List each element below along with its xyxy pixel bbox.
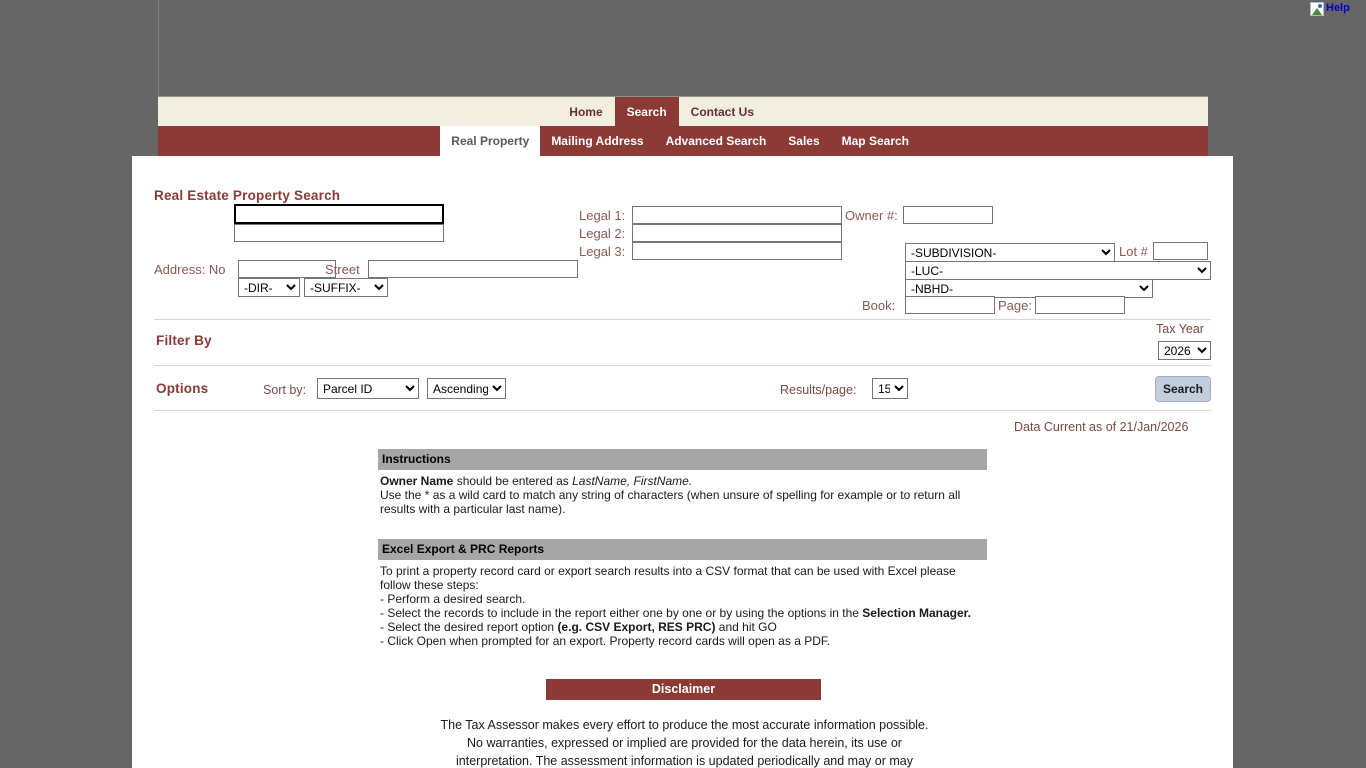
instructions-line-1: [380, 474, 985, 488]
label-legal2: Legal 2:: [579, 226, 626, 241]
excel-step3-pre: - Select the desired report option: [380, 620, 558, 634]
excel-step3-post: and hit GO: [715, 620, 777, 634]
disclaimer-heading: Disclaimer: [546, 679, 821, 700]
data-current-status: Data Current as of 21/Jan/2026: [1014, 420, 1189, 434]
tab-mailing-address[interactable]: Mailing Address: [551, 134, 644, 148]
page-title: Real Estate Property Search: [154, 188, 341, 203]
excel-export-heading: Excel Export & PRC Reports: [378, 539, 987, 560]
site-banner: [158, 0, 1208, 96]
parcel-id-input[interactable]: [234, 204, 444, 224]
divider-options-bottom: [154, 410, 1211, 411]
instructions-body: [378, 470, 987, 516]
book-input[interactable]: [905, 296, 995, 314]
lot-number-input[interactable]: [1153, 242, 1208, 260]
help-label[interactable]: Help: [1326, 2, 1350, 14]
instructions-line1-mid: should be entered as: [453, 474, 573, 488]
sort-by-label: Sort by:: [263, 383, 307, 397]
legal1-input[interactable]: [632, 206, 842, 224]
excel-step-1: - Perform a desired search.: [380, 592, 526, 606]
excel-selection-manager-bold: Selection Manager.: [862, 606, 971, 620]
results-per-page-label: Results/page:: [780, 383, 857, 397]
nav-search[interactable]: Search: [615, 97, 679, 126]
street-input[interactable]: [368, 260, 578, 278]
suffix-select[interactable]: [304, 278, 388, 297]
subdivision-select[interactable]: [905, 243, 1115, 262]
excel-step-3: [380, 620, 985, 634]
sort-by-select[interactable]: [317, 378, 419, 399]
disclaimer-paragraph: The Tax Assessor makes every effort to produce the most accurate information possible. No warranties, expressed or implied are provided for the data herein, its use or interpretation. The assessment information is updated periodically and may or may: [440, 718, 929, 768]
label-book: Book:: [862, 298, 896, 313]
label-address-no: Address: No: [154, 262, 226, 277]
label-legal1: Legal 1:: [579, 208, 626, 223]
tax-year-label: Tax Year: [1156, 322, 1204, 336]
excel-export-body: [378, 560, 987, 648]
label-street: Street: [325, 262, 360, 277]
label-owner-number: Owner #:: [845, 208, 898, 223]
excel-step-4: - Click Open when prompted for an export. Property record cards will open as a PDF.: [380, 634, 831, 648]
instructions-heading: Instructions: [378, 449, 987, 470]
sort-direction-select[interactable]: [427, 378, 506, 399]
excel-step-2: [380, 606, 985, 620]
direction-select[interactable]: [238, 278, 300, 297]
instructions-owner-name-bold: Owner Name: [380, 474, 454, 488]
broken-image-icon: [1310, 2, 1324, 16]
tab-sales[interactable]: Sales: [788, 134, 820, 148]
excel-report-option-bold: (e.g. CSV Export, RES PRC): [557, 620, 716, 634]
content-panel: [132, 156, 1233, 768]
nav-contact-us[interactable]: Contact Us: [690, 104, 754, 119]
search-button[interactable]: Search: [1155, 376, 1211, 402]
page-input[interactable]: [1035, 296, 1125, 314]
options-heading: Options: [156, 381, 209, 396]
primary-nav: [158, 96, 1208, 126]
label-page: Page:: [998, 298, 1032, 313]
excel-step2-text: - Select the records to include in the report either one by one or by using the options in the: [380, 606, 863, 620]
results-per-page-select[interactable]: [872, 378, 908, 399]
label-lot-number: Lot #: [1119, 244, 1148, 259]
help-link[interactable]: [1310, 2, 1350, 16]
tab-map-search[interactable]: Map Search: [841, 134, 909, 148]
address-no-input[interactable]: [238, 260, 336, 278]
filter-by-heading: Filter By: [156, 333, 212, 348]
owner-input[interactable]: [234, 224, 444, 242]
tab-advanced-search[interactable]: Advanced Search: [665, 134, 767, 148]
tax-year-select[interactable]: [1158, 341, 1211, 360]
label-legal3: Legal 3:: [579, 244, 626, 259]
legal2-input[interactable]: [632, 224, 842, 242]
owner-number-input[interactable]: [903, 206, 993, 224]
instructions-block: [378, 449, 987, 516]
excel-intro: To print a property record card or export search results into a CSV format that can be used with Excel please follow these steps:: [380, 564, 956, 592]
secondary-nav: [158, 126, 1208, 156]
instructions-line-2: Use the * as a wild card to match any string of characters (when unsure of spelling for example or to return all results with a particular last name).: [380, 488, 961, 516]
tab-real-property[interactable]: Real Property: [440, 126, 540, 156]
instructions-name-format: LastName, FirstName.: [572, 474, 693, 488]
excel-export-block: [378, 539, 987, 648]
legal3-input[interactable]: [632, 242, 842, 260]
disclaimer-body: [432, 716, 937, 768]
nav-home[interactable]: Home: [569, 104, 603, 119]
luc-select[interactable]: [905, 261, 1211, 280]
divider-options-top: [154, 365, 1211, 366]
divider-filter-top: [154, 319, 1211, 320]
